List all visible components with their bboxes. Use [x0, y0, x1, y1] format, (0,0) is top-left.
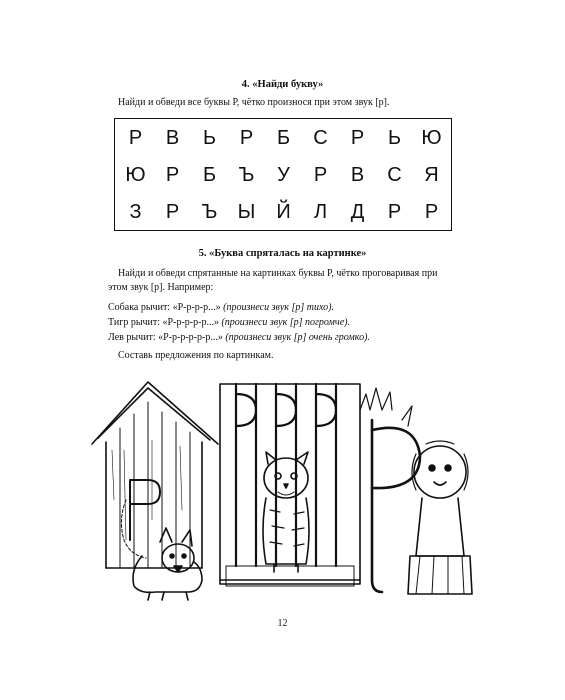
hoop-drawing	[360, 388, 420, 592]
section-4-title: 4. «Найди букву»	[241, 79, 324, 90]
dog-drawing	[133, 528, 202, 600]
grid-cell[interactable]: У	[277, 164, 290, 186]
grid-cell[interactable]: В	[165, 127, 180, 149]
grid-cell[interactable]: Ю	[125, 164, 146, 186]
grid-cell[interactable]: З	[129, 201, 142, 223]
grid-cell[interactable]: Б	[202, 164, 217, 186]
grid-cell[interactable]: Р	[424, 201, 439, 223]
section-4-instruction: Найди и обведи все буквы Р, чётко произнося при этом звук [р].	[118, 97, 390, 108]
grid-cell[interactable]: В	[350, 164, 365, 186]
example-text: Собака рычит: «Р-р-р-р...»	[108, 302, 224, 313]
section-5-title: 5. «Буква спряталась на картинке»	[198, 248, 367, 259]
grid-cell[interactable]: Р	[387, 201, 402, 223]
example-text: Тигр рычит: «Р-р-р-р-р...»	[108, 317, 222, 328]
grid-cell[interactable]: Л	[313, 201, 328, 223]
grid-cell[interactable]: Р	[165, 201, 180, 223]
grid-cell[interactable]: С	[313, 127, 328, 149]
grid-cell[interactable]: Ь	[387, 127, 402, 149]
grid-cell[interactable]: Ю	[421, 127, 442, 149]
tiger-drawing	[263, 452, 309, 572]
grid-cell[interactable]: Р	[165, 164, 180, 186]
grid-cell[interactable]: Р	[128, 127, 143, 149]
grid-cell[interactable]: Ъ	[238, 164, 255, 186]
grid-cell[interactable]: Д	[350, 201, 365, 223]
grid-cell[interactable]: Р	[313, 164, 328, 186]
example-note: (произнеси звук [р] очень громко).	[225, 332, 370, 343]
grid-cell[interactable]: Я	[424, 164, 439, 186]
grid-cell[interactable]: Ъ	[201, 201, 218, 223]
grid-cell[interactable]: Ы	[237, 201, 256, 223]
example-tiger	[108, 316, 350, 330]
grid-row-1	[115, 120, 453, 157]
section-5-instruction-line2: этом звук [р]. Например:	[108, 282, 214, 293]
page-number: 12	[277, 618, 288, 629]
grid-cell[interactable]: С	[387, 164, 402, 186]
hidden-letters-illustration	[90, 380, 480, 605]
cage-drawing	[220, 384, 360, 586]
section-5-task: Составь предложения по картинкам.	[118, 350, 274, 361]
example-note: (произнеси звук [р] тихо).	[223, 302, 334, 313]
grid-cell[interactable]: Р	[350, 127, 365, 149]
section-5-instruction-line1: Найди и обведи спрятанные на картинках буквы Р, чётко проговаривая при	[118, 268, 438, 279]
lion-drawing	[408, 441, 472, 594]
grid-row-3	[115, 194, 453, 231]
example-text: Лев рычит: «Р-р-р-р-р-р...»	[108, 332, 226, 343]
example-lion	[108, 331, 370, 345]
doghouse-drawing	[92, 382, 218, 568]
grid-cell[interactable]: Р	[239, 127, 254, 149]
grid-cell[interactable]: Ь	[202, 127, 217, 149]
example-note: (произнеси звук [р] погромче).	[221, 317, 350, 328]
letter-grid	[114, 118, 452, 231]
grid-row-2	[115, 157, 453, 194]
example-dog	[108, 301, 334, 315]
grid-cell[interactable]: Й	[276, 201, 291, 223]
grid-cell[interactable]: Б	[276, 127, 291, 149]
